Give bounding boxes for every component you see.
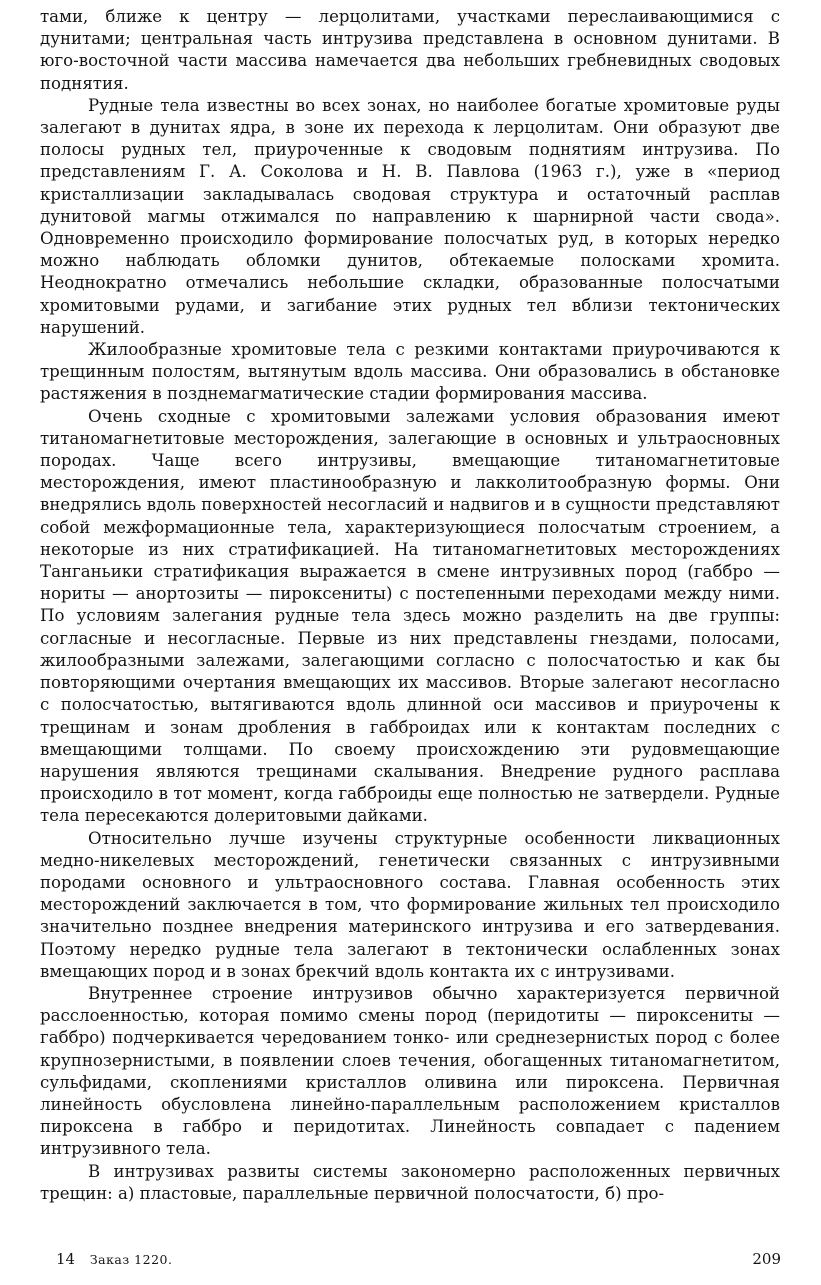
paragraph-vein-bodies: Жилообразные хромитовые тела с резкими контактами приурочиваются к трещинным полостям, вытянутым вдоль массива. Они образовались в обстановке растяжения в позднемагматические стадии формирования массива. [40,340,780,404]
paragraph-titanomagnetite: Очень сходные с хромитовыми залежами условия образования имеют титаномагнетитовые месторождения, залегающие в основных и ультраосновных породах. Чаще всего интрузивы, вмещающие титаномагнетитовые месторождения, имеют пластинообразную и лакколитообразную формы. Они внедрялись вдоль поверхностей несогласий и надвигов и в сущности представляют собой межформационные тела, характеризующиеся полосчатым строением, а некоторые из них стратификацией. На титаномагнетитовых месторождениях Танганьики стратификация выражается в смене интрузивных пород (габбро — нориты — анортозиты — пироксениты) с постепенными переходами между ними. По условиям залегания рудные тела здесь можно разделить на две группы: согласные и несогласные. Первые из них представлены гнездами, полосами, жилообразными залежами, залегающими согласно с полосчатостью и как бы повторяющими очертания вмещающих их массивов. Вторые залегают несогласно с полосчатостью, вытягиваются вдоль длинной оси массивов и приурочены к трещинам и зонам дробления в габброидах или к контактам последних с вмещающими толщами. По своему происхождению эти рудовмещающие нарушения являются трещинами скалывания. Внедрение рудного расплава происходило в тот момент, когда габброиды еще полностью не затвердели. Рудные тела пересекаются долеритовыми дайками. [40,406,780,826]
order-text: Заказ 1220. [89,1252,173,1267]
paragraph-fracture-systems: В интрузивах развиты системы закономерно расположенных первичных трещин: а) пластовые, параллельные первичной полосчатости, б) про- [40,1161,780,1203]
page-number: 209 [752,1250,781,1268]
paragraph-ore-bodies: Рудные тела известны во всех зонах, но наиболее богатые хромитовые руды залегают в дунитах ядра, в зоне их перехода к лерцолитам. Они образуют две полосы рудных тел, приуроченные к сводовым поднятиям интрузива. По представлениям Г. А. Соколова и Н. В. Павлова (1963 г.), уже в «период кристаллизации закладывалась сводовая структура и остаточный расплав дунитовой магмы отжимался по направлению к шарнирной части свода». Одновременно происходило формирование полосчатых руд, в которых нередко можно наблюдать обломки дунитов, обтекаемые полосками хромита. Неоднократно отмечались небольшие складки, образованные полосчатыми хромитовыми рудами, и загибание этих рудных тел вблизи тектонических нарушений. [40,95,780,337]
paragraph-copper-nickel: Относительно лучше изучены структурные особенности ликвационных медно-никелевых месторождений, генетически связанных с интрузивными породами основного и ультраосновного состава. Главная особенность этих месторождений заключается в том, что формирование жильных тел происходило значительно позднее внедрения материнского интрузива и его затвердевания. Поэтому нередко рудные тела залегают в тектонически ослабленных зонах вмещающих пород и в зонах брекчий вдоль контакта их с интрузивами. [40,828,780,981]
page-body [40,6,780,1205]
paragraph-continuation: тами, ближе к центру — лерцолитами, участками переслаивающимися с дунитами; центральная часть интрузива представлена в основном дунитами. В юго-восточной части массива намечается два небольших гребневидных сводовых поднятия. [40,7,780,93]
paragraph-internal-structure: Внутреннее строение интрузивов обычно характеризуется первичной расслоенностью, которая помимо смены пород (перидотиты — пироксениты — габбро) подчеркивается чередованием тонко- или среднезернистых пород с более крупнозернистыми, в появлении слоев течения, обогащенных титаномагнетитом, сульфидами, скоплениями кристаллов оливина или пироксена. Первичная линейность обусловлена линейно-параллельным расположением кристаллов пироксена в габбро и перидотитах. Линейность совпадает с падением интрузивного тела. [40,983,780,1159]
signature-number: 14 [56,1250,76,1268]
printer-signature [56,1250,172,1268]
page-footer [56,1250,781,1272]
